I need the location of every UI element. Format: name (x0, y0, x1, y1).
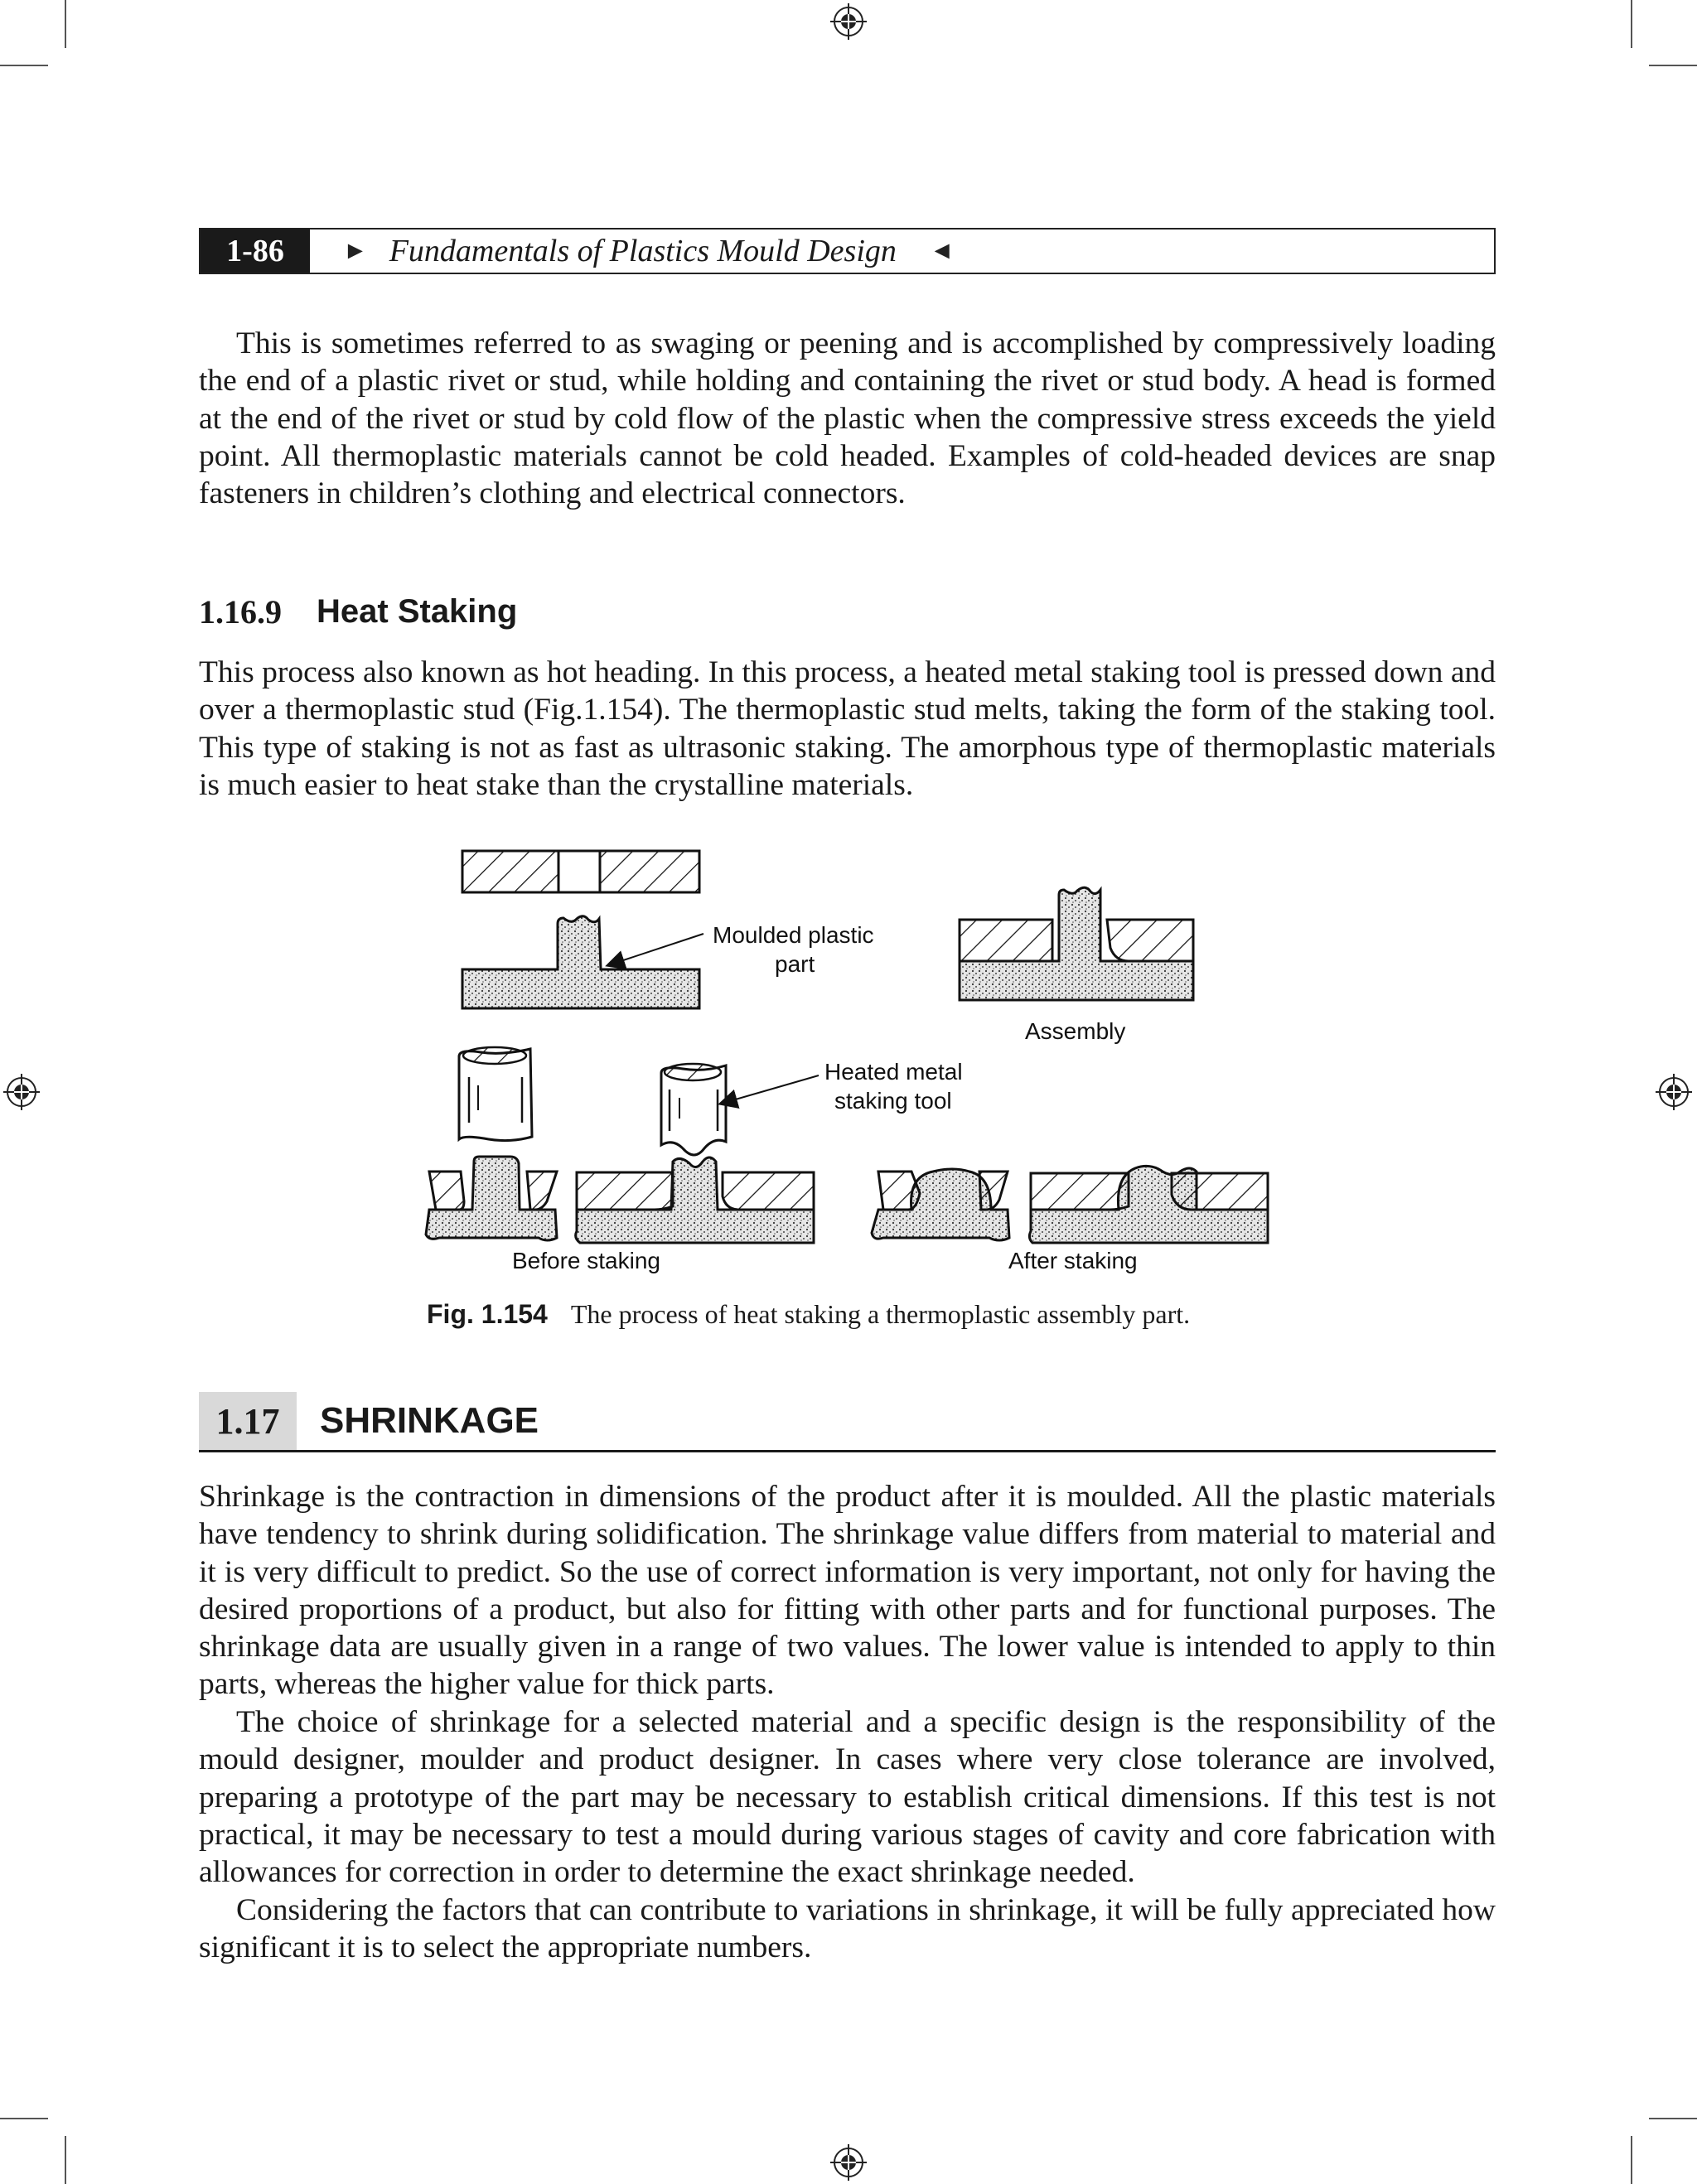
crop-mark (1649, 65, 1697, 66)
heating-tool-left (459, 1047, 532, 1141)
crop-mark (0, 65, 48, 66)
figure-caption-text: The process of heat staking a thermoplastic assembly part. (570, 1299, 1191, 1329)
crop-mark (65, 0, 66, 48)
right-triangle-icon: ► (343, 237, 368, 264)
registration-mark-icon (830, 3, 867, 40)
registration-mark-icon (1656, 1074, 1692, 1110)
registration-mark-icon (3, 1074, 40, 1110)
label-tool-line1: Heated metal (824, 1059, 963, 1085)
crop-mark (0, 2118, 48, 2119)
paragraph-shrinkage-1: Shrinkage is the contraction in dimensions of the product after it is moulded. All the plastic materials have tendency to shrink during solidification. The shrinkage value differs from material to material and it is very difficult to predict. So the use of correct information is very important, not only for having the desired proportions of a product, but also for fitting with other parts and for functional purposes. The shrinkage data are usually given in a range of two values. The lower value is intended to apply to thin parts, whereas the higher value for thick parts. (199, 1480, 1496, 1702)
before-staking-right (576, 1157, 814, 1243)
book-title: Fundamentals of Plastics Mould Design (389, 234, 897, 268)
label-tool-line2: staking tool (834, 1088, 952, 1114)
top-plate (462, 851, 699, 892)
page-number: 1-86 (201, 230, 310, 273)
label-assembly: Assembly (1025, 1018, 1126, 1044)
crop-mark (1631, 0, 1632, 48)
figure-number: Fig. 1.154 (427, 1299, 548, 1329)
section-number: 1.16.9 (199, 593, 282, 631)
heating-tool-right (661, 1064, 726, 1155)
section-heading (199, 592, 517, 631)
chapter-section-heading (199, 1392, 1496, 1452)
label-moulded-line1: Moulded plastic (713, 922, 874, 948)
after-staking-left (872, 1169, 1009, 1240)
paragraph-shrinkage-2: The choice of shrinkage for a selected material and a specific design is the responsibility of the mould designer, moulder and product designer. In cases where very close tolerance are involved, preparing a prototype of the part may be necessary to establish critical dimensions. If this test is not practical, it may be necessary to test a mould during various stages of cavity and core fabrication with allowances for correction in order to determine the exact shrinkage needed. (199, 1705, 1496, 1890)
moulded-plastic-part (462, 916, 699, 1008)
section-title: SHRINKAGE (320, 1400, 539, 1441)
section-number: 1.17 (199, 1392, 297, 1450)
running-header (199, 228, 1496, 274)
label-moulded-line2: part (775, 951, 815, 977)
running-header-title (310, 233, 955, 269)
crop-mark (1649, 2118, 1697, 2119)
left-triangle-icon: ◄ (929, 237, 955, 264)
label-after-staking: After staking (1008, 1248, 1138, 1273)
before-staking-left (426, 1157, 557, 1240)
paragraph-cold-heading: This is sometimes referred to as swaging or peening and is accomplished by compressively loading the end of a plastic rivet or stud, while holding and containing the rivet or stud body. A head is formed at the end of the rivet or stud by cold flow of the plastic when the compressive stress exceeds the yield point. All thermoplastic materials cannot be cold headed. Examples of cold-headed devices are snap fasteners in children’s clothing and electrical connectors. (199, 326, 1496, 511)
paragraph-heat-staking: This process also known as hot heading. In this process, a heated metal staking tool is pressed down and over a thermoplastic stud (Fig.1.154). The thermoplastic stud melts, taking the form of the staking tool. This type of staking is not as fast as ultrasonic staking. The amorphous type of thermoplastic materials is much easier to heat stake than the crystalline materials. (199, 655, 1496, 802)
label-before-staking: Before staking (512, 1248, 660, 1273)
registration-mark-icon (830, 2144, 867, 2181)
crop-mark (65, 2136, 66, 2184)
crop-mark (1631, 2136, 1632, 2184)
heat-staking-diagram (414, 837, 1284, 1284)
after-staking-right (1029, 1166, 1268, 1243)
section-title: Heat Staking (317, 593, 518, 630)
assembly-diagram (960, 887, 1193, 1000)
figure-caption (427, 1299, 1190, 1330)
paragraph-shrinkage-3: Considering the factors that can contribute to variations in shrinkage, it will be fully appreciated how significant it is to select the appropriate numbers. (199, 1893, 1496, 1965)
